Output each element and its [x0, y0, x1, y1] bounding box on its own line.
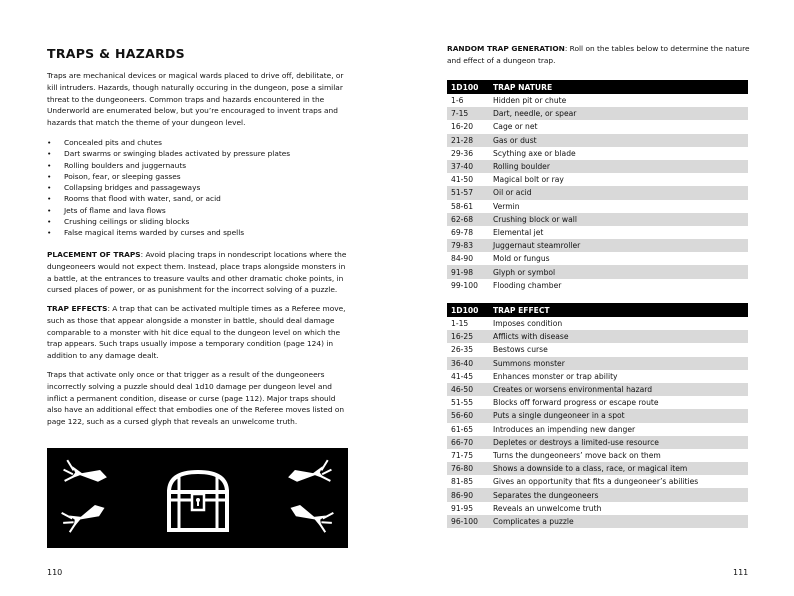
list-item: • Concealed pits and chutes: [47, 137, 350, 148]
result-cell: Gives an opportunity that fits a dungeoneer’s abilities: [489, 475, 748, 488]
result-cell: Cage or net: [489, 120, 748, 133]
roll-cell: 16-20: [447, 120, 489, 133]
roll-cell: 66-70: [447, 436, 489, 449]
table-row: [447, 252, 748, 265]
table-row: [447, 488, 748, 501]
roll-cell: 71-75: [447, 449, 489, 462]
roll-cell: 36-40: [447, 357, 489, 370]
effects-text: : A trap that can be activated multiple times as a Referee move, such as those that appear alongside a monster in battle, should deal damage comparable to a monster with hit dice equal to the dungeon level on which the trap appears. Such traps usually impose a temporary condition (page 124) in addition to any damage dealt.: [47, 304, 346, 361]
dart-trap-icon: [60, 498, 109, 533]
column-header-trap-effect: TRAP EFFECT: [489, 303, 748, 317]
roll-cell: 41-50: [447, 173, 489, 186]
roll-cell: 91-98: [447, 265, 489, 278]
roll-cell: 46-50: [447, 383, 489, 396]
result-cell: Vermin: [489, 200, 748, 213]
trap-list: [47, 137, 350, 239]
result-cell: Scything axe or blade: [489, 147, 748, 160]
roll-cell: 58-61: [447, 200, 489, 213]
roll-cell: 84-90: [447, 252, 489, 265]
treasure-chest-icon: [169, 472, 227, 530]
result-cell: Hidden pit or chute: [489, 94, 748, 107]
result-cell: Summons monster: [489, 357, 748, 370]
list-item: • Rolling boulders and juggernauts: [47, 160, 350, 171]
roll-cell: 61-65: [447, 423, 489, 436]
random-trap-heading: RANDOM TRAP GENERATION: [447, 44, 565, 53]
result-cell: Juggernaut steamroller: [489, 239, 748, 252]
trap-nature-table: [447, 80, 748, 292]
roll-cell: 76-80: [447, 462, 489, 475]
table-row: [447, 383, 748, 396]
placement-paragraph: [47, 249, 350, 296]
table-row: [447, 200, 748, 213]
table-row: [447, 226, 748, 239]
table-row: [447, 436, 748, 449]
roll-cell: 56-60: [447, 409, 489, 422]
oneshot-paragraph: Traps that activate only once or that trigger as a result of the dungeoneers incorrectly solving a puzzle should deal 1d10 damage per dungeon level and inflict a permanent condition, disease or curse (page 112). Major traps should also have an additional effect that embodies one of the Referee moves listed on page 122, such as a cursed glyph that reveals an unwelcome truth.: [47, 370, 345, 427]
table-row: [447, 343, 748, 356]
table-header-row: [447, 80, 748, 94]
random-trap-intro: [447, 43, 755, 67]
table-row: [447, 239, 748, 252]
table-row: [447, 449, 748, 462]
result-cell: Depletes or destroys a limited-use resource: [489, 436, 748, 449]
page-title: TRAPS & HAZARDS: [47, 46, 185, 61]
effects-paragraph: [47, 303, 350, 362]
result-cell: Complicates a puzzle: [489, 515, 748, 528]
result-cell: Bestows curse: [489, 343, 748, 356]
roll-cell: 37-40: [447, 160, 489, 173]
table-row: [447, 396, 748, 409]
result-cell: Blocks off forward progress or escape route: [489, 396, 748, 409]
table-row: [447, 213, 748, 226]
result-cell: Enhances monster or trap ability: [489, 370, 748, 383]
column-header-trap-nature: TRAP NATURE: [489, 80, 748, 94]
roll-cell: 1-15: [447, 317, 489, 330]
roll-cell: 86-90: [447, 488, 489, 501]
column-header-roll: 1D100: [447, 303, 489, 317]
list-item: • False magical items warded by curses and spells: [47, 227, 350, 238]
table-row: [447, 502, 748, 515]
table-row: [447, 120, 748, 133]
table-row: [447, 370, 748, 383]
result-cell: Rolling boulder: [489, 160, 748, 173]
table-row: [447, 265, 748, 278]
effects-heading: TRAP EFFECTS: [47, 304, 108, 313]
table-row: [447, 409, 748, 422]
table-row: [447, 160, 748, 173]
placement-text: : Avoid placing traps in nondescript locations where the dungeoneers would not expect them. Instead, place traps alongside monsters in a battle, at the entrances to treasure vaults and other dramatic choke points, in cursed places of power, or as punishment for the incorrect solving of a puzzle.: [47, 250, 347, 295]
result-cell: Mold or fungus: [489, 252, 748, 265]
dart-trap-icon: [286, 460, 333, 488]
roll-cell: 79-83: [447, 239, 489, 252]
trap-effect-table: [447, 303, 748, 528]
placement-heading: PLACEMENT OF TRAPS: [47, 250, 141, 259]
roll-cell: 62-68: [447, 213, 489, 226]
trap-illustration: [47, 448, 348, 548]
result-cell: Creates or worsens environmental hazard: [489, 383, 748, 396]
roll-cell: 16-25: [447, 330, 489, 343]
result-cell: Turns the dungeoneers’ move back on them: [489, 449, 748, 462]
table-row: [447, 279, 748, 292]
result-cell: Puts a single dungeoneer in a spot: [489, 409, 748, 422]
result-cell: Separates the dungeoneers: [489, 488, 748, 501]
dart-trap-icon: [62, 460, 109, 488]
table-row: [447, 107, 748, 120]
roll-cell: 51-57: [447, 186, 489, 199]
table-header-row: [447, 303, 748, 317]
random-trap-text: : Roll on the tables below to determine the nature and effect of a dungeon trap.: [447, 44, 750, 65]
list-item: • Poison, fear, or sleeping gasses: [47, 171, 350, 182]
result-cell: Magical bolt or ray: [489, 173, 748, 186]
result-cell: Oil or acid: [489, 186, 748, 199]
list-item: • Rooms that flood with water, sand, or acid: [47, 193, 350, 204]
roll-cell: 29-36: [447, 147, 489, 160]
table-row: [447, 173, 748, 186]
result-cell: Gas or dust: [489, 134, 748, 147]
roll-cell: 1-6: [447, 94, 489, 107]
list-item: • Jets of flame and lava flows: [47, 205, 350, 216]
roll-cell: 96-100: [447, 515, 489, 528]
table-row: [447, 475, 748, 488]
result-cell: Shows a downside to a class, race, or magical item: [489, 462, 748, 475]
dart-trap-icon: [287, 498, 336, 533]
result-cell: Dart, needle, or spear: [489, 107, 748, 120]
table-row: [447, 357, 748, 370]
roll-cell: 21-28: [447, 134, 489, 147]
table-row: [447, 147, 748, 160]
roll-cell: 51-55: [447, 396, 489, 409]
table-row: [447, 423, 748, 436]
table-row: [447, 94, 748, 107]
roll-cell: 99-100: [447, 279, 489, 292]
result-cell: Glyph or symbol: [489, 265, 748, 278]
page-number: 111: [733, 568, 749, 577]
result-cell: Crushing block or wall: [489, 213, 748, 226]
list-item: • Crushing ceilings or sliding blocks: [47, 216, 350, 227]
roll-cell: 81-85: [447, 475, 489, 488]
table-row: [447, 186, 748, 199]
table-row: [447, 462, 748, 475]
roll-cell: 7-15: [447, 107, 489, 120]
list-item: • Dart swarms or swinging blades activated by pressure plates: [47, 148, 350, 159]
result-cell: Flooding chamber: [489, 279, 748, 292]
table-row: [447, 317, 748, 330]
page-number: 110: [47, 568, 63, 577]
roll-cell: 41-45: [447, 370, 489, 383]
table-row: [447, 134, 748, 147]
result-cell: Elemental jet: [489, 226, 748, 239]
roll-cell: 91-95: [447, 502, 489, 515]
roll-cell: 69-78: [447, 226, 489, 239]
result-cell: Afflicts with disease: [489, 330, 748, 343]
result-cell: Imposes condition: [489, 317, 748, 330]
table-row: [447, 515, 748, 528]
result-cell: Introduces an impending new danger: [489, 423, 748, 436]
table-row: [447, 330, 748, 343]
list-item: • Collapsing bridges and passageways: [47, 182, 350, 193]
intro-paragraph: Traps are mechanical devices or magical wards placed to drive off, debilitate, or kill intruders. Hazards, though naturally occuring in the dungeon, pose a similar threat to the dungeoneers. Common traps and hazards encountered in the Underworld are enumerated below, but you’re encouraged to invent traps and hazards that match the theme of your dungeon level.: [47, 71, 344, 128]
result-cell: Reveals an unwelcome truth: [489, 502, 748, 515]
column-header-roll: 1D100: [447, 80, 489, 94]
roll-cell: 26-35: [447, 343, 489, 356]
